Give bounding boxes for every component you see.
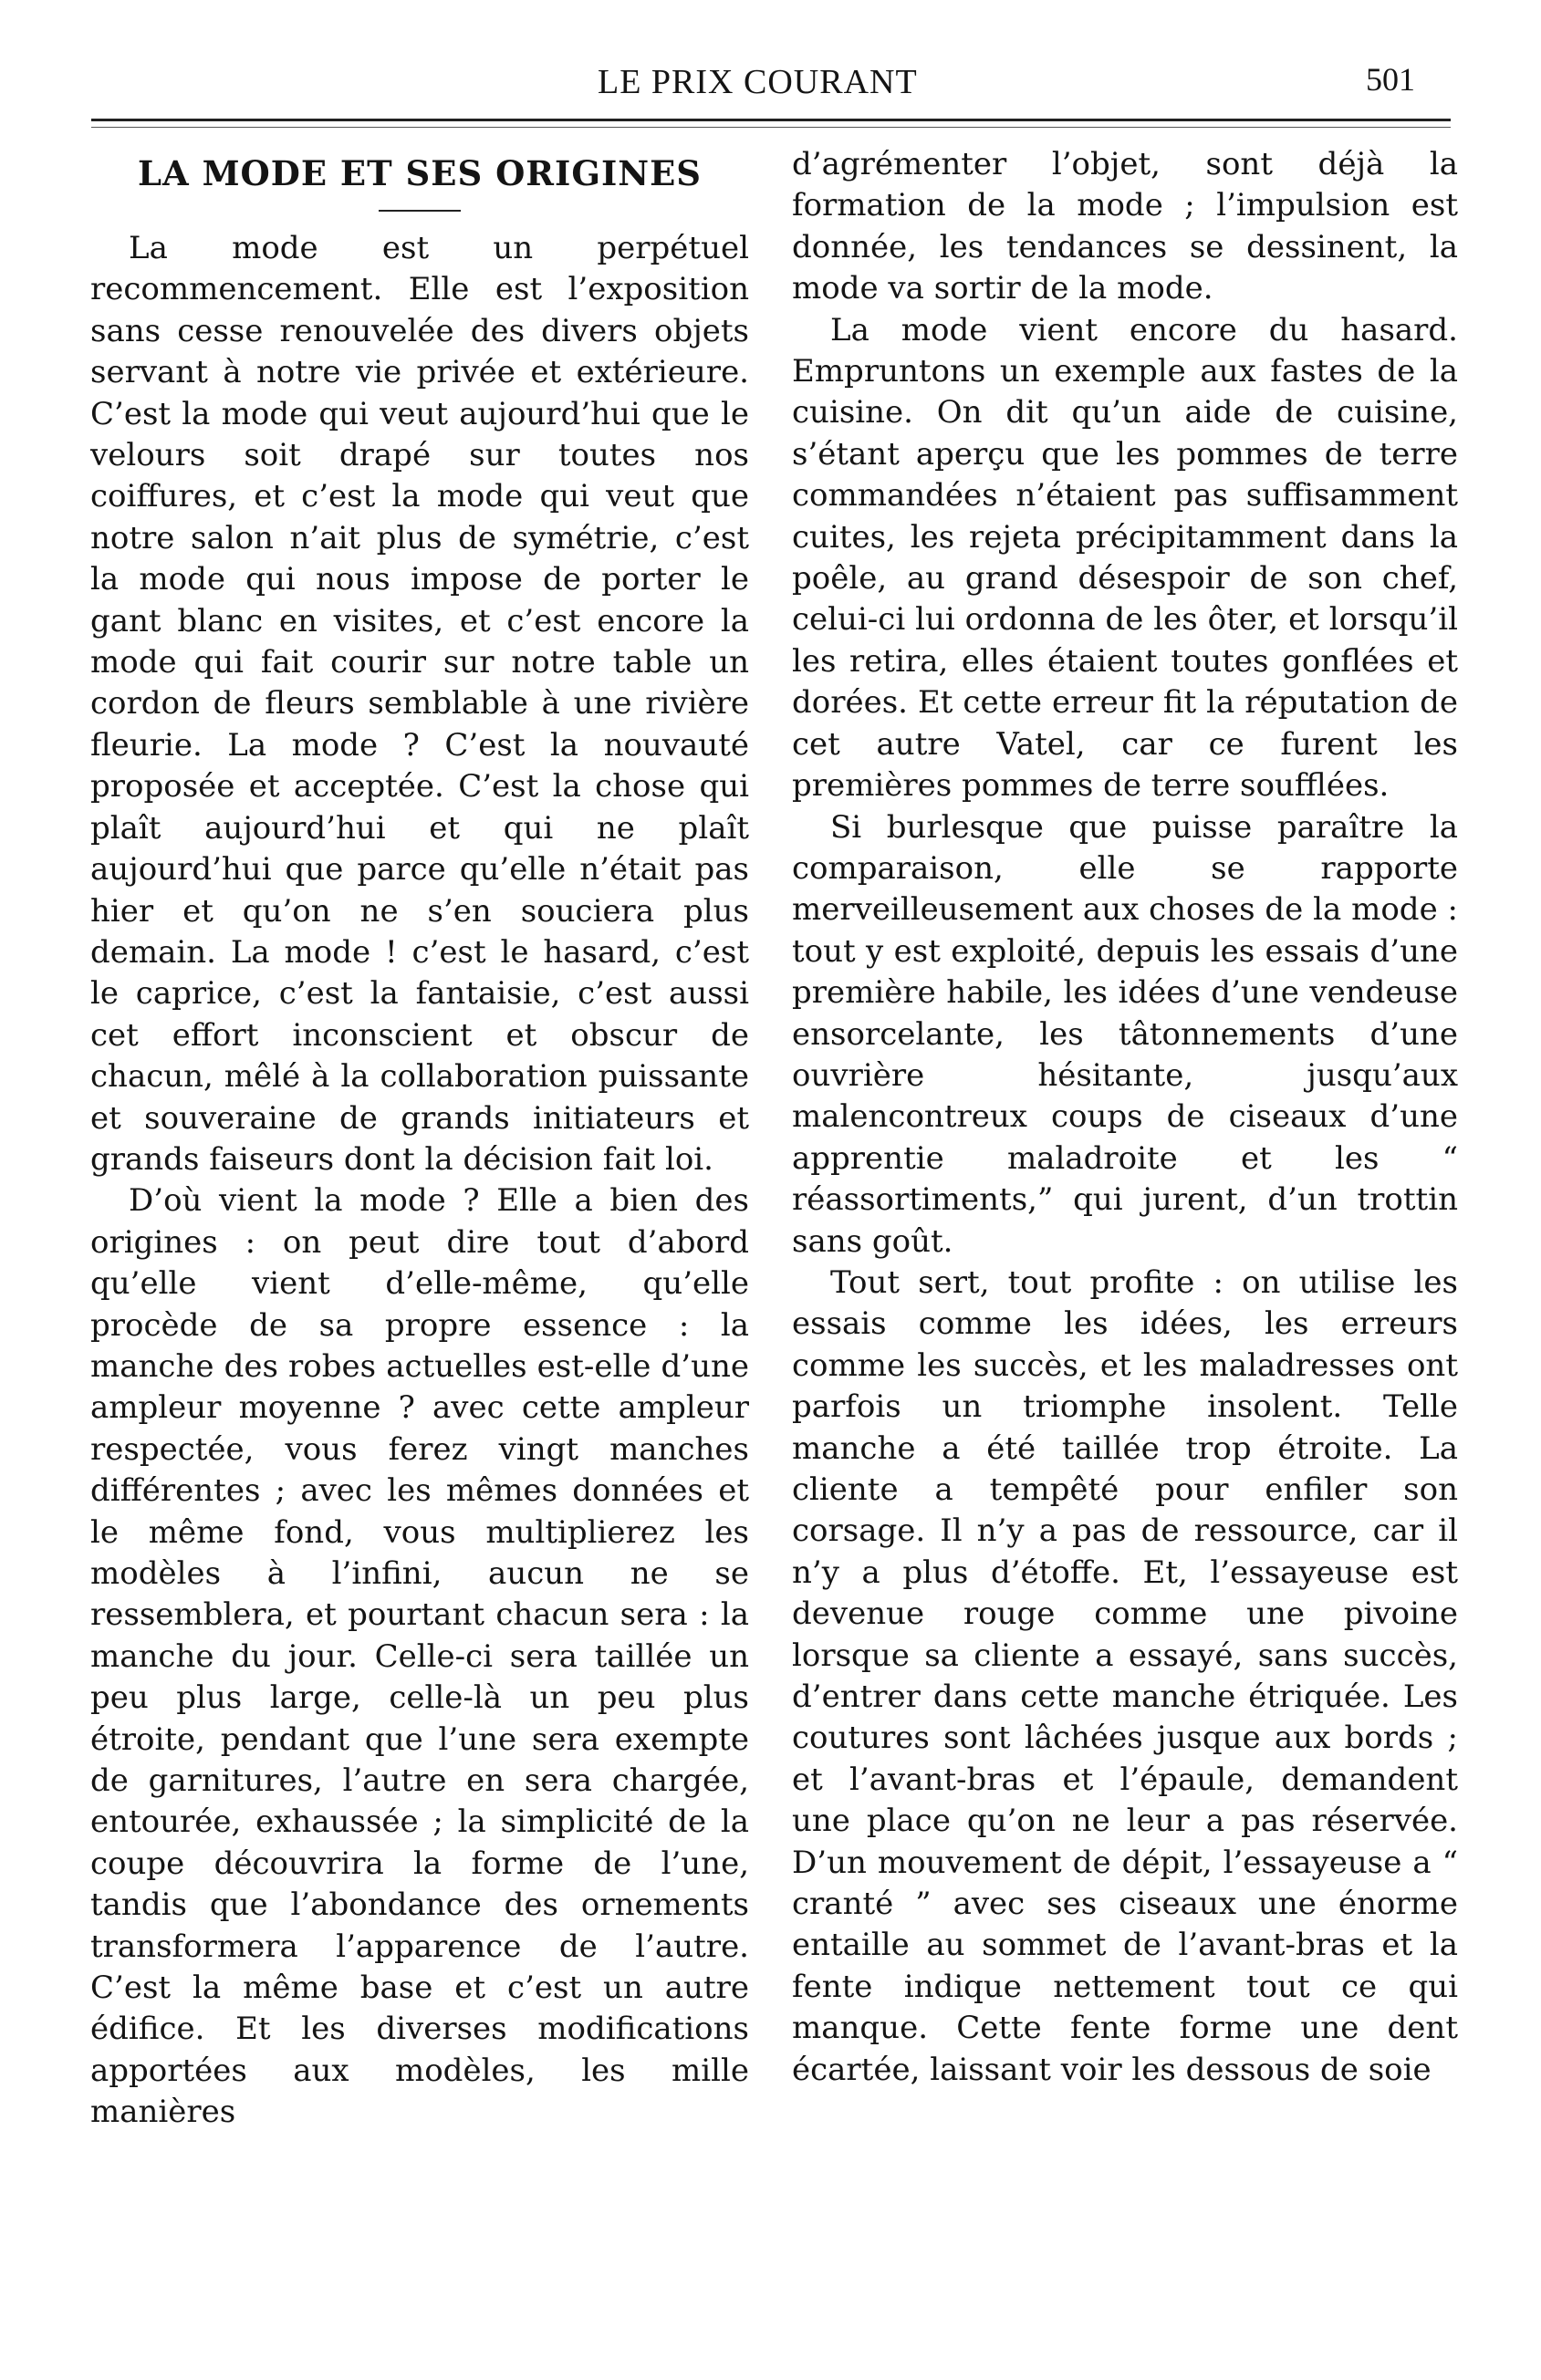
running-head bbox=[0, 55, 1541, 109]
right-paragraph-2: La mode vient encore du hasard. Empruntons un exemple aux fastes de la cuisine. On dit qu’un aide de cuisine, s’étant aperçu que les pommes de terre commandées n’étaient pas suffisamment cuites, les rejeta précipitamment dans la poêle, au grand désespoir de son chef, celui-ci lui ordonna de les ôter, et lorsqu’il les retira, elles étaient toutes gonflées et dorées. Et cette erreur fit la réputation de cet autre Vatel, car ce furent les premières pommes de terre soufflées. bbox=[792, 311, 1458, 805]
right-column bbox=[792, 144, 1458, 2091]
left-column bbox=[90, 144, 749, 2134]
right-paragraph-3: Si burlesque que puisse paraître la comparaison, elle se rapporte merveilleusement aux choses de la mode : tout y est exploité, depuis les essais d’une première habile, les idées d’une vendeuse ensorcelante, les tâtonnements d’une ouvrière hésitante, jusqu’aux malencontreux coups de ciseaux d’une apprentie maladroite et les “ réassortiments,” qui jurent, d’un trottin sans goût. bbox=[792, 808, 1458, 1260]
left-paragraph-1: La mode est un perpétuel recommencement. Elle est l’exposition sans cesse renouvelée des divers objets servant à notre vie privée et extérieure. C’est la mode qui veut aujourd’hui que le velours soit drapé sur toutes nos coiffures, et c’est la mode qui veut que notre salon n’ait plus de symétrie, c’est la mode qui nous impose de porter le gant blanc en visites, et c’est encore la mode qui fait courir sur notre table un cordon de fleurs semblable à une rivière fleurie. La mode ? C’est la nouvauté proposée et acceptée. C’est la chose qui plaît aujourd’hui et qui ne plaît aujourd’hui que parce qu’elle n’était pas hier et qu’on ne s’en souciera plus demain. La mode ! c’est le hasard, c’est le caprice, c’est la fantaisie, c’est aussi cet effort inconscient et obscur de chacun, mêlé à la collaboration puissante et souveraine de grands initiateurs et grands faiseurs dont la décision fait loi. bbox=[90, 230, 749, 1178]
article-title: LA MODE ET SES ORIGINES bbox=[137, 153, 703, 193]
page-number: 501 bbox=[1366, 61, 1415, 98]
header-rule bbox=[91, 119, 1451, 121]
journal-title: LE PRIX COURANT bbox=[598, 63, 918, 101]
header-rule-thin bbox=[91, 127, 1451, 128]
right-paragraph-1: d’agrémenter l’objet, sont déjà la formation de la mode ; l’impulsion est donnée, les tendances se dessinent, la mode va sortir de la mode. bbox=[792, 146, 1458, 307]
right-paragraph-4: Tout sert, tout profite : on utilise les essais comme les idées, les erreurs comme les succès, et les maladresses ont parfois un triomphe insolent. Telle manche a été taillée trop étroite. La cliente a tempêté pour enfiler son corsage. Il n’y a pas de ressource, car il n’y a plus d’étoffe. Et, l’essayeuse est devenue rouge comme une pivoine lorsque sa cliente a essayé, sans succès, d’entrer dans cette manche étriquée. Les coutures sont lâchées jusque aux bords ; et l’avant-bras et l’épaule, demandent une place qu’on ne leur a pas réservée. D’un mouvement de dépit, l’essayeuse a “ cranté ” avec ses ciseaux une énorme entaille au sommet de l’avant-bras et la fente indique nettement tout ce qui manque. Cette fente forme une dent écartée, laissant voir les dessous de soie bbox=[792, 1263, 1458, 2088]
title-divider bbox=[379, 210, 461, 212]
left-paragraph-2: D’où vient la mode ? Elle a bien des origines : on peut dire tout d’abord qu’elle vient d’elle-même, qu’elle procède de sa propre essence : la manche des robes actuelles est-elle d’une ampleur moyenne ? avec cette ampleur respectée, vous ferez vingt manches différentes ; avec les mêmes données et le même fond, vous multiplierez les modèles à l’infini, aucun ne se ressemblera, et pourtant chacun sera : la manche du jour. Celle-ci sera taillée un peu plus large, celle-là un peu plus étroite, pendant que l’une sera exempte de garnitures, l’autre en sera chargée, entourée, exhaussée ; la simplicité de la coupe découvrira la forme de l’une, tandis que l’abondance des ornements transformera l’apparence de l’autre. C’est la même base et c’est un autre édifice. Et les diverses modifications apportées aux modèles, les mille manières bbox=[90, 1182, 749, 2131]
